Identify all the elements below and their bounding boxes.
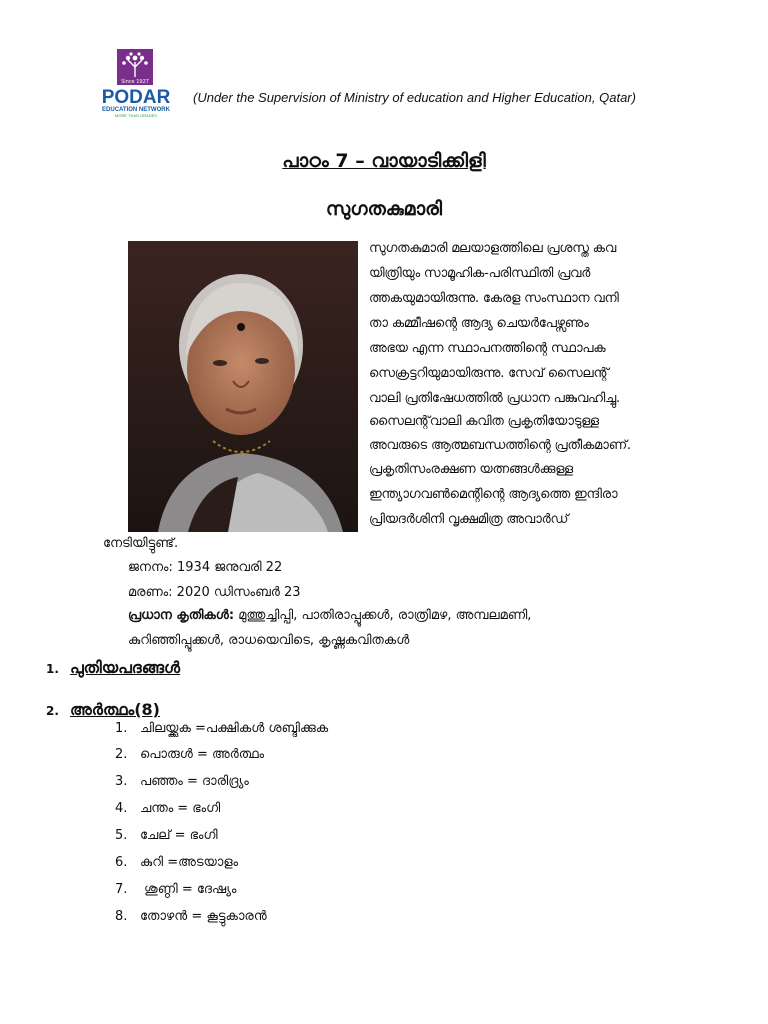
list-number: 2. [115, 747, 128, 762]
logo-network: EDUCATION NETWORK [102, 107, 170, 113]
bio-line: സെക്രട്ടറിയുമായിരുന്നു. സേവ് സൈലന്റ് [369, 366, 609, 381]
list-number: 8. [115, 909, 128, 924]
logo-brand: PODAR [101, 87, 171, 108]
list-text: ചിലയ്ക്കുക =പക്ഷികൾ ശബ്ദിക്കുക [140, 721, 329, 736]
section-number: 1. [46, 662, 59, 676]
major-works-list-1: മുത്തുച്ചിപ്പി, പാതിരാപ്പൂക്കൾ, രാത്രിമഴ, അമ്പലമണി, [234, 608, 532, 623]
section-title: പുതിയപദങ്ങൾ [70, 658, 181, 677]
logo-since: Since 1927 [121, 79, 149, 85]
major-works-label: പ്രധാന കൃതികൾ: [128, 608, 235, 623]
list-number: 6. [115, 855, 128, 870]
lesson-title: പാഠം 7 – വായാടിക്കിളി [282, 150, 486, 172]
list-text: തോഴൻ = കൂട്ടുകാരൻ [140, 909, 267, 924]
list-text: ചന്തം = ഭംഗി [140, 801, 221, 816]
bio-line: താ കമ്മീഷന്റെ ആദ്യ ചെയർപേഴ്സണും [369, 316, 589, 331]
bio-tail: നേടിയിട്ടുണ്ട്. [103, 536, 179, 551]
list-number: 7. [115, 882, 128, 897]
section-meanings [46, 700, 160, 720]
list-text: ചേല് = ഭംഗി [140, 828, 218, 843]
bio-line: ത്തകയുമായിരുന്നു. കേരള സംസ്ഥാന വനി [369, 291, 619, 306]
bio-line: അഭയ എന്ന സ്ഥാപനത്തിന്റെ സ്ഥാപക [369, 341, 606, 356]
list-item [115, 747, 264, 762]
list-number: 5. [115, 828, 128, 843]
list-item [115, 828, 218, 843]
section-title: അർത്ഥം(8) [70, 700, 160, 719]
list-item [115, 721, 328, 736]
death-date: മരണം: 2020 ഡിസംബർ 23 [128, 585, 301, 600]
supervision-note: (Under the Supervision of Ministry of education and Higher Education, Qatar) [193, 90, 636, 105]
list-item [115, 909, 267, 924]
list-text: പൊരുൾ = അർത്ഥം [140, 747, 265, 762]
list-item [115, 855, 238, 870]
list-number: 4. [115, 801, 128, 816]
list-number: 3. [115, 774, 128, 789]
bio-line: സൈലന്റ്‌വാലി കവിത പ്രകൃതിയോടുള്ള [369, 414, 599, 429]
logo-tagline: MORE THAN GRADES [115, 113, 157, 118]
podar-logo [87, 47, 185, 119]
bio-line: സുഗതകുമാരി മലയാളത്തിലെ പ്രശസ്ത കവ [369, 241, 617, 256]
list-item [115, 774, 249, 789]
author-name: സുഗതകുമാരി [325, 198, 443, 220]
list-number: 1. [115, 721, 128, 736]
bio-line: ഇന്ത്യാഗവൺമെന്റിന്റെ ആദ്യത്തെ ഇന്ദിരാ [369, 487, 618, 502]
bio-line: യിത്രിയും സാമൂഹിക-പരിസ്ഥിതി പ്രവർ [369, 266, 591, 281]
major-works [128, 608, 531, 623]
list-text: കുറി =അടയാളം [140, 855, 239, 870]
author-photo [128, 241, 358, 532]
section-new-words [46, 658, 180, 678]
birth-date: ജനനം: 1934 ജനുവരി 22 [128, 560, 283, 575]
list-text: പഞ്ഞം = ദാരിദ്ര്യം [140, 774, 249, 789]
list-item [115, 882, 237, 897]
list-text: ശുണ്ഠി = ദേഷ്യം [140, 882, 237, 897]
bio-line: അവരുടെ ആത്മബന്ധത്തിന്റെ പ്രതീകമാണ്. [369, 438, 631, 453]
major-works-list-2: കുറിഞ്ഞിപ്പൂക്കൾ, രാധയെവിടെ, കൃഷ്ണകവിതകൾ [128, 633, 410, 648]
bio-line: പ്രകൃതിസംരക്ഷണ യത്നങ്ങൾക്കുള്ള [369, 462, 573, 477]
bio-line: വാലി പ്രതിഷേധത്തിൽ പ്രധാന പങ്കുവഹിച്ചു. [369, 391, 620, 406]
list-item [115, 801, 220, 816]
bio-line: പ്രിയദർശിനി വൃക്ഷമിത്ര അവാർഡ് [369, 512, 569, 527]
section-number: 2. [46, 704, 59, 718]
